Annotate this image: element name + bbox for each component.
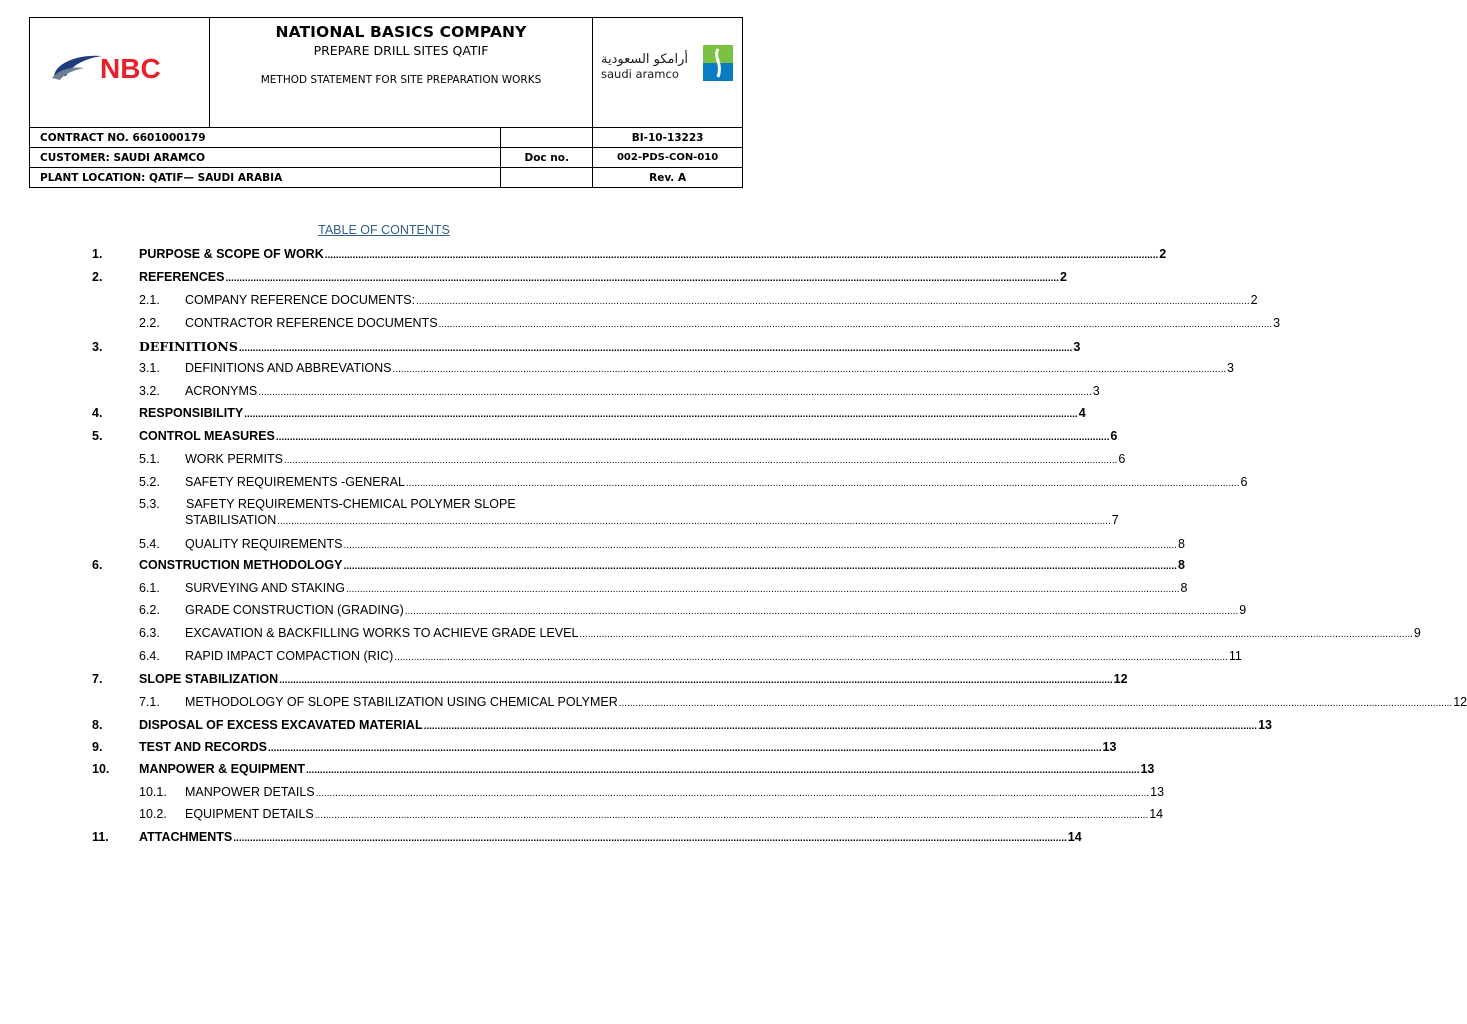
project-subtitle: PREPARE DRILL SITES QATIF [313, 43, 489, 58]
empty-cell [501, 128, 593, 148]
toc-entry-title: METHODOLOGY OF SLOPE STABILIZATION USING CHEMICAL POLYMER [185, 695, 618, 709]
toc-entry-title: ATTACHMENTS [139, 830, 233, 844]
toc-page-number: 4 [1078, 406, 1086, 420]
toc-page-number: 11 [1228, 649, 1242, 663]
toc-entry-number: 3.1. [139, 361, 160, 375]
toc-entry-title: ACRONYMS [185, 384, 258, 398]
plant-location: PLANT LOCATION: QATIF— SAUDI ARABIA [30, 168, 501, 188]
toc-entry[interactable] [92, 339, 1081, 357]
toc-entry[interactable] [92, 558, 1185, 576]
toc-page-number: 9 [1413, 626, 1421, 640]
aramco-arabic-text: أرامكو السعودية [601, 52, 689, 67]
toc-dot-leader: ............................................................................................................................................................................................................................................................................................................ [346, 584, 1180, 595]
header-title-cell [210, 18, 593, 127]
bi-number: BI-10-13223 [593, 128, 743, 148]
toc-entry-title: DEFINITIONS AND ABBREVATIONS [185, 361, 392, 375]
toc-entry-number: 2. [92, 270, 103, 284]
saudi-aramco-logo [593, 18, 742, 127]
toc-entry-title: RESPONSIBILITY [139, 406, 244, 420]
aramco-symbol-icon [701, 43, 735, 83]
toc-subentry[interactable] [139, 475, 1248, 493]
toc-page-number: 6 [1118, 452, 1126, 466]
toc-page-number: 6 [1240, 475, 1248, 489]
info-row-customer [30, 148, 743, 168]
toc-page-number: 6 [1110, 429, 1118, 443]
toc-subentry[interactable] [139, 626, 1421, 644]
toc-entry-title: TEST AND RECORDS [139, 740, 268, 754]
toc-entry-title: MANPOWER DETAILS [185, 785, 315, 799]
toc-entry-title: GRADE CONSTRUCTION (GRADING) [185, 603, 404, 617]
toc-entry-number: 3.2. [139, 384, 160, 398]
toc-page-number: 3 [1092, 384, 1100, 398]
toc-entry-title: EXCAVATION & BACKFILLING WORKS TO ACHIEVE GRADE LEVEL [185, 626, 579, 640]
toc-entry-number: 1. [92, 247, 103, 261]
toc-page-number: 9 [1239, 603, 1247, 617]
toc-entry-number: 6.4. [139, 649, 160, 663]
toc-entry-title: CONTRACTOR REFERENCE DOCUMENTS [185, 316, 438, 330]
toc-entry-title: SAFETY REQUIREMENTS -GENERAL [185, 475, 405, 489]
toc-entry-title: STABILISATION [185, 513, 277, 527]
toc-dot-leader: ............................................................................................................................................................................................................................................................................................................ [258, 387, 1092, 398]
toc-entry[interactable] [92, 406, 1086, 424]
toc-entry-number: 5. [92, 429, 103, 443]
toc-entry-number: 6.1. [139, 581, 160, 595]
revision: Rev. A [593, 168, 743, 188]
toc-subentry[interactable] [139, 785, 1165, 803]
toc-entry[interactable] [92, 429, 1118, 447]
toc-page-number: 3 [1073, 340, 1081, 354]
toc-entry-title: REFERENCES [139, 270, 225, 284]
toc-entry[interactable] [92, 247, 1167, 265]
toc-entry-title: SAFETY REQUIREMENTS-CHEMICAL POLYMER SLOPE [186, 497, 516, 511]
toc-dot-leader: ............................................................................................................................................................................................................................................................................................................ [405, 478, 1240, 489]
toc-page-number: 2 [1250, 293, 1258, 307]
toc-dot-leader: ............................................................................................................................................................................................................................................................................................................ [416, 296, 1250, 307]
toc-dot-leader: ............................................................................................................................................................................................................................................................................................................ [279, 675, 1113, 686]
toc-dot-leader: ............................................................................................................................................................................................................................................................................................................ [315, 788, 1150, 799]
toc-page-number: 13 [1258, 718, 1272, 732]
toc-entry-number: 3. [92, 340, 103, 354]
toc-entry-number: 7. [92, 672, 103, 686]
toc-subentry[interactable] [139, 603, 1247, 621]
toc-entry-title: SURVEYING AND STAKING [185, 581, 345, 595]
info-row-plant [30, 168, 743, 188]
toc-subentry[interactable] [139, 316, 1281, 334]
toc-page-number: 13 [1150, 785, 1165, 799]
toc-dot-leader: ............................................................................................................................................................................................................................................................................................................ [277, 516, 1111, 527]
company-name: NATIONAL BASICS COMPANY [275, 23, 527, 41]
toc-page-number: 3 [1273, 316, 1281, 330]
toc-page-number: 13 [1140, 762, 1155, 776]
svg-text:NBC: NBC [100, 53, 161, 84]
toc-dot-leader: ............................................................................................................................................................................................................................................................................................................ [268, 743, 1102, 754]
toc-dot-leader: ............................................................................................................................................................................................................................................................................................................ [343, 540, 1177, 551]
info-row-contract [30, 128, 743, 148]
doc-no-label: Doc no. [501, 148, 593, 168]
toc-entry-number: 2.2. [139, 316, 160, 330]
toc-entry-title: EQUIPMENT DETAILS [185, 807, 314, 821]
toc-page-number: 3 [1227, 361, 1234, 375]
toc-entry-title: WORK PERMITS [185, 452, 283, 466]
toc-entry-number: 5.3. [139, 497, 160, 511]
toc-entry-number: 5.4. [139, 537, 160, 551]
toc-dot-leader: ............................................................................................................................................................................................................................................................................................................ [244, 409, 1078, 420]
toc-page-number: 12 [1113, 672, 1128, 686]
toc-dot-leader: ............................................................................................................................................................................................................................................................................................................ [225, 273, 1059, 284]
doc-no-value: 002-PDS-CON-010 [593, 148, 743, 168]
toc-entry[interactable] [92, 762, 1155, 780]
toc-entry-title: SLOPE STABILIZATION [139, 672, 279, 686]
toc-dot-leader: ............................................................................................................................................................................................................................................................................................................ [438, 319, 1273, 330]
toc-entry-title: DISPOSAL OF EXCESS EXCAVATED MATERIAL [139, 718, 423, 732]
toc-entry-number: 11. [92, 830, 109, 844]
toc-entry-number: 10. [92, 762, 110, 776]
toc-dot-leader: ............................................................................................................................................................................................................................................................................................................ [324, 250, 1159, 261]
toc-subentry[interactable] [139, 807, 1164, 825]
toc-dot-leader: ............................................................................................................................................................................................................................................................................................................ [423, 721, 1258, 732]
toc-page-number: 7 [1111, 513, 1119, 527]
toc-page-number: 8 [1177, 537, 1185, 551]
document-title: METHOD STATEMENT FOR SITE PREPARATION WORKS [260, 74, 542, 86]
toc-entry-title: PURPOSE & SCOPE OF WORK [139, 247, 324, 261]
toc-entry-number: 5.2. [139, 475, 160, 489]
toc-dot-leader: ............................................................................................................................................................................................................................................................................................................ [233, 833, 1067, 844]
toc-dot-leader: ............................................................................................................................................................................................................................................................................................................ [404, 606, 1239, 617]
toc-page-number: 2 [1059, 270, 1067, 284]
toc-dot-leader: ............................................................................................................................................................................................................................................................................................................ [579, 629, 1413, 640]
toc-entry-number: 8. [92, 718, 103, 732]
toc-page-number: 14 [1067, 830, 1082, 844]
toc-subentry[interactable] [139, 537, 1185, 555]
toc-subentry[interactable] [139, 513, 1119, 531]
toc-dot-leader: ............................................................................................................................................................................................................................................................................................................ [238, 343, 1073, 354]
toc-entry[interactable] [92, 740, 1117, 758]
customer: CUSTOMER: SAUDI ARAMCO [30, 148, 501, 168]
document-header [29, 17, 743, 128]
toc-entry-title: CONSTRUCTION METHODOLOGY [139, 558, 343, 572]
toc-entry-title: QUALITY REQUIREMENTS [185, 537, 343, 551]
toc-dot-leader: ............................................................................................................................................................................................................................................................................................................ [392, 364, 1227, 375]
toc-dot-leader: ............................................................................................................................................................................................................................................................................................................ [275, 432, 1110, 443]
toc-page-number: 14 [1149, 807, 1164, 821]
toc-entry-number: 6.2. [139, 603, 160, 617]
toc-page-number: 13 [1102, 740, 1117, 754]
toc-entry-title: CONTROL MEASURES [139, 429, 275, 443]
toc-entry-number: 5.1. [139, 452, 160, 466]
toc-entry-title: RAPID IMPACT COMPACTION (RIC) [185, 649, 394, 663]
toc-entry[interactable] [92, 830, 1082, 848]
toc-page-number: 12 [1453, 695, 1467, 709]
toc-page-number: 2 [1159, 247, 1167, 261]
contract-number: CONTRACT NO. 6601000179 [30, 128, 501, 148]
toc-subentry[interactable] [139, 293, 1258, 311]
toc-dot-leader: ............................................................................................................................................................................................................................................................................................................ [394, 652, 1228, 663]
toc-page-number: 8 [1177, 558, 1185, 572]
toc-dot-leader: ............................................................................................................................................................................................................................................................................................................ [314, 810, 1149, 821]
toc-subentry[interactable] [139, 361, 1234, 379]
toc-entry-number: 7.1. [139, 695, 160, 709]
toc-entry-number: 6.3. [139, 626, 160, 640]
toc-entry-number: 9. [92, 740, 103, 754]
toc-subentry[interactable] [139, 695, 1467, 713]
toc-dot-leader: ............................................................................................................................................................................................................................................................................................................ [305, 765, 1140, 776]
nbc-logo [30, 18, 210, 127]
toc-subentry[interactable] [139, 452, 1126, 470]
toc-dot-leader: ............................................................................................................................................................................................................................................................................................................ [283, 455, 1118, 466]
nbc-logo-icon [50, 48, 190, 88]
toc-dot-leader: ............................................................................................................................................................................................................................................................................................................ [618, 698, 1453, 709]
toc-entry-number: 10.2. [139, 807, 167, 821]
toc-subentry[interactable] [139, 384, 1100, 402]
toc-entry-number: 6. [92, 558, 103, 572]
toc-subentry[interactable] [139, 581, 1188, 599]
toc-entry-number: 10.1. [139, 785, 167, 799]
toc-entry-number: 4. [92, 406, 103, 420]
toc-subentry[interactable] [139, 649, 1242, 667]
aramco-english-text: saudi aramco [601, 67, 679, 81]
toc-title: TABLE OF CONTENTS [318, 223, 450, 237]
toc-entry[interactable] [92, 718, 1272, 736]
toc-entry-title: DEFINITIONS [139, 339, 238, 354]
toc-entry[interactable] [92, 672, 1128, 690]
toc-page-number: 8 [1180, 581, 1188, 595]
toc-entry-title: MANPOWER & EQUIPMENT [139, 762, 305, 776]
empty-cell [501, 168, 593, 188]
toc-dot-leader: ............................................................................................................................................................................................................................................................................................................ [343, 561, 1177, 572]
toc-entry[interactable] [92, 270, 1067, 288]
toc-entry-title: COMPANY REFERENCE DOCUMENTS: [185, 293, 416, 307]
toc-entry-number: 2.1. [139, 293, 160, 307]
document-info-table [29, 127, 743, 188]
